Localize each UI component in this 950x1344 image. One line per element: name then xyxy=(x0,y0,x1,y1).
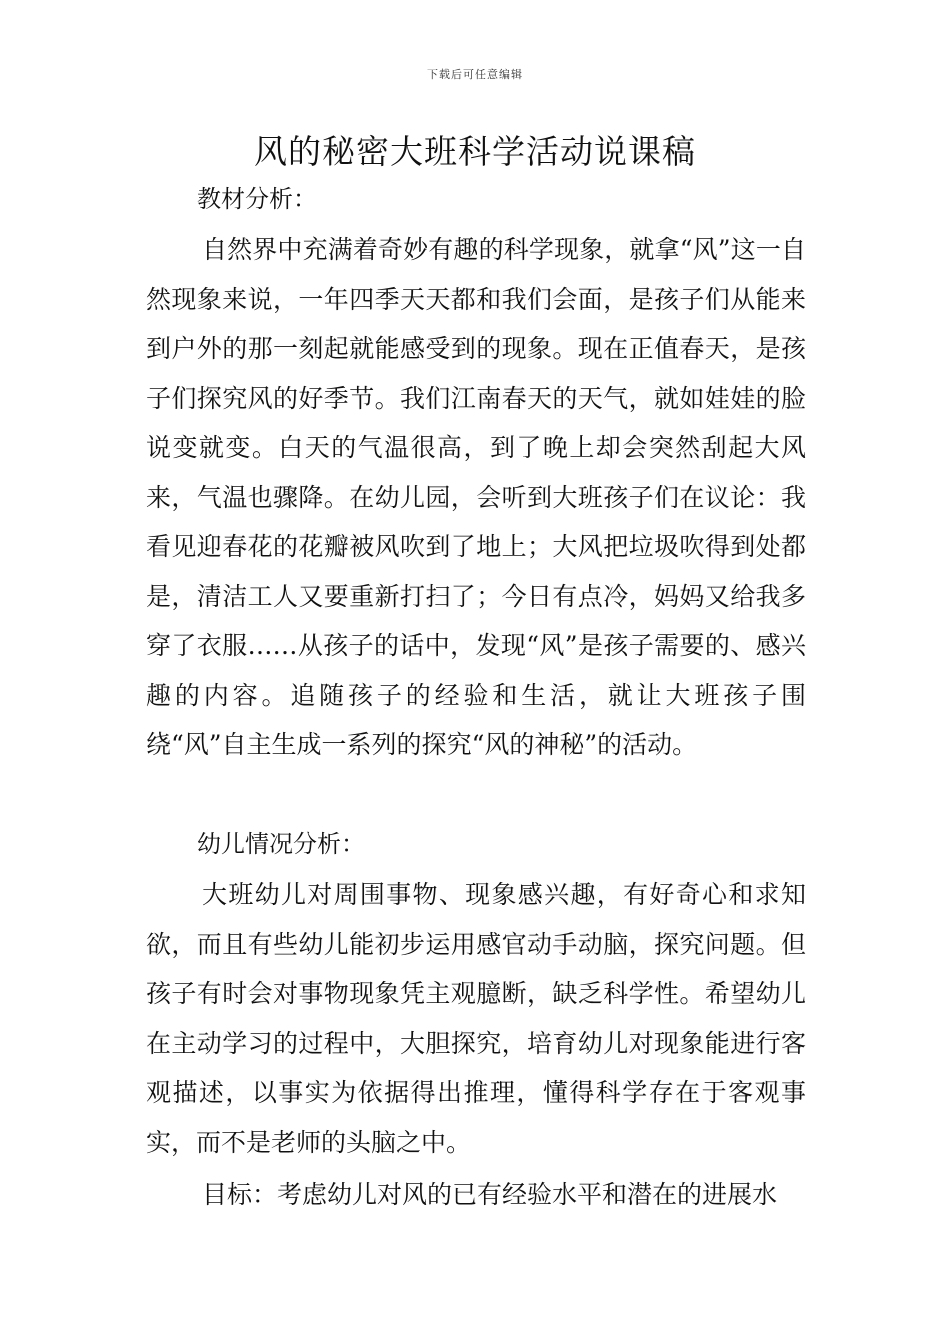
page-header-note: 下载后可任意编辑 xyxy=(427,68,523,81)
document-title: 风的秘密大班科学活动说课稿 xyxy=(254,132,696,171)
section-heading-child-analysis: 幼儿情况分析： xyxy=(197,830,365,858)
paragraph-material-analysis: 自然界中充满着奇妙有趣的科学现象，就拿“风”这一自然现象来说，一年四季天天都和我们会面，是孩子们从能来到户外的那一刻起就能感受到的现象。现在正值春天，是孩子们探究风的好季节。我们江南春天的天气，就如娃娃的脸说变就变。白天的气温很高，到了晚上却会突然刮起大风来，气温也骤降。在幼儿园，会听到大班孩子们在议论：我看见迎春花的花瓣被风吹到了地上；大风把垃圾吹得到处都是，清洁工人又要重新打扫了；今日有点冷，妈妈又给我多穿了衣服……从孩子的话中，发现“风”是孩子需要的、感兴趣的内容。追随孩子的经验和生活，就让大班孩子围绕“风”自主生成一系列的探究“风的神秘”的活动。 xyxy=(146,235,806,759)
section-heading-material-analysis: 教材分析： xyxy=(197,185,317,213)
paragraph-child-analysis: 大班幼儿对周围事物、现象感兴趣，有好奇心和求知欲，而且有些幼儿能初步运用感官动手动脑，探究问题。但孩子有时会对事物现象凭主观臆断，缺乏科学性。希望幼儿在主动学习的过程中，大胆探究，培育幼儿对现象能进行客观描述，以事实为依据得出推理，懂得科学存在于客观事实，而不是老师的头脑之中。 xyxy=(146,880,806,1157)
paragraph-goals: 目标：考虑幼儿对风的已有经验水平和潜在的进展水 xyxy=(202,1180,778,1209)
